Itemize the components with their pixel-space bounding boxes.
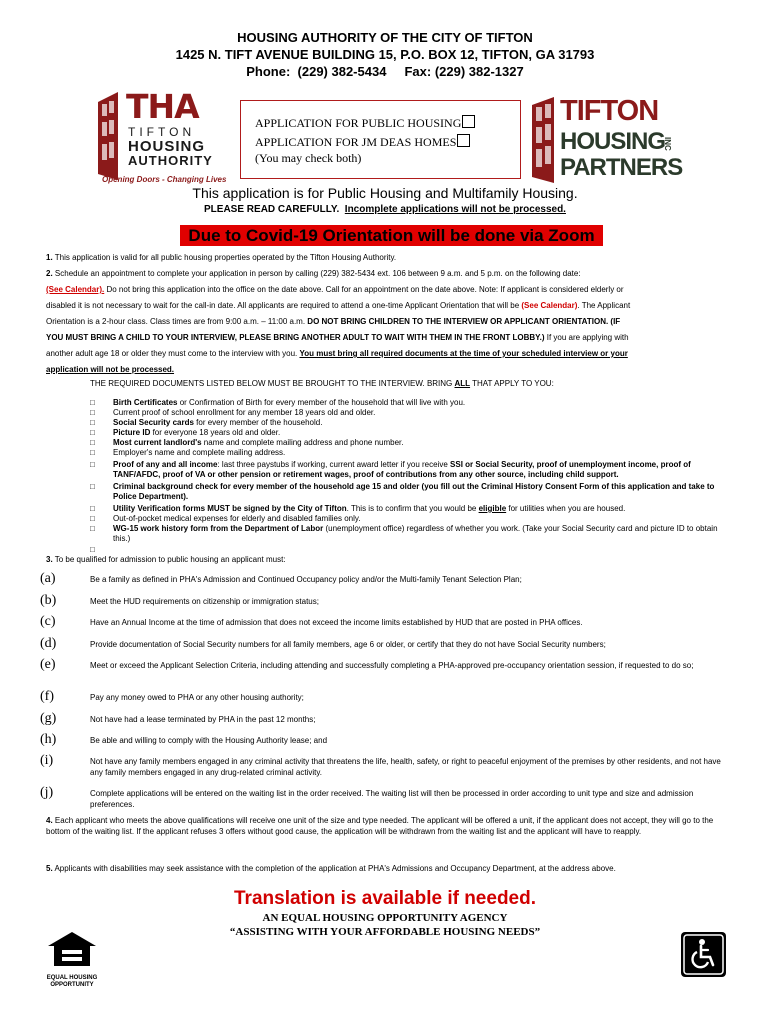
sub-letter: (b) bbox=[40, 593, 57, 608]
item-2-text-a: Schedule an appointment to complete your application in person by calling (229) 382-5434 ext. 106 between 9 a.m. and 5 p.m. on the following date: bbox=[54, 269, 581, 278]
tha-word-housing: HOUSING bbox=[128, 138, 206, 155]
required-docs-all: ALL bbox=[454, 379, 471, 388]
item-2-line-f bbox=[46, 330, 726, 346]
item-2-line-a bbox=[46, 266, 726, 282]
doc-checkbox[interactable]: □ bbox=[90, 460, 95, 469]
sub-letter: (h) bbox=[40, 732, 57, 747]
item-2-text-g: another adult age 18 or older they must come to the interview with you. bbox=[46, 349, 300, 358]
required-docs-intro bbox=[90, 378, 554, 389]
sub-letter: (e) bbox=[40, 657, 56, 672]
sub-item-f: Pay any money owed to PHA or any other housing authority; bbox=[90, 693, 304, 702]
doc-item-medical-text: Out-of-pocket medical expenses for elderly and disabled families only. bbox=[113, 514, 361, 523]
item-2-text-f: If you are applying with bbox=[544, 333, 629, 342]
assisting-line: “ASSISTING WITH YOUR AFFORDABLE HOUSING NEEDS” bbox=[229, 926, 541, 938]
doc-item-criminal bbox=[113, 482, 733, 502]
agency-name: HOUSING AUTHORITY OF THE CITY OF TIFTON bbox=[237, 30, 533, 45]
sub-letter: (j) bbox=[40, 785, 54, 800]
equal-housing-icon bbox=[46, 930, 98, 970]
incomplete-warning: Incomplete applications will not be processed. bbox=[344, 204, 566, 215]
sub-item-e: Meet or exceed the Applicant Selection Criteria, including attending and successfully completing a PHA-approved pre-occupancy orientation session, if requested to do so; bbox=[90, 661, 694, 670]
required-docs-intro-a: THE REQUIRED DOCUMENTS LISTED BELOW MUST BE BROUGHT TO THE INTERVIEW. BRING bbox=[90, 379, 455, 388]
doc-item-birth-bold: Birth Certificates bbox=[113, 398, 178, 407]
read-carefully-line bbox=[0, 203, 770, 216]
application-type-box bbox=[240, 100, 521, 179]
item-4-num: 4. bbox=[46, 816, 53, 825]
doc-item-criminal-bold: Criminal background check for every member of the household age 15 and older (you fill out the Criminal History Consent Form of this application and take to Police Department). bbox=[113, 482, 715, 501]
covid-banner-text: Due to Covid-19 Orientation will be done via Zoom bbox=[188, 226, 595, 245]
sub-item-a: Be a family as defined in PHA's Admission and Continued Occupancy policy and/or the Multi-family Tenant Selection Plan; bbox=[90, 575, 522, 584]
door-icon bbox=[530, 95, 560, 185]
doc-item-medical bbox=[113, 514, 733, 524]
doc-item-school-text: Current proof of school enrollment for any member 18 years old and older. bbox=[113, 408, 376, 417]
agency-address: 1425 N. TIFT AVENUE BUILDING 15, P.O. BOX 12, TIFTON, GA 31793 bbox=[175, 47, 595, 62]
item-2-text-b: Do not bring this application into the office on the date above. Call for an appointment on the date above. Note: If applicant is considered elderly or bbox=[104, 285, 624, 294]
doc-checkbox[interactable]: □ bbox=[90, 418, 95, 427]
doc-item-utility-bold: Utility Verification forms MUST be signed by the City of Tifton bbox=[113, 504, 347, 513]
doc-item-ssn-bold: Social Security cards bbox=[113, 418, 194, 427]
doc-item-birth bbox=[113, 398, 733, 408]
item-3-num: 3. bbox=[46, 555, 53, 564]
read-carefully: PLEASE READ CAREFULLY. bbox=[204, 204, 340, 215]
doc-item-school bbox=[113, 408, 733, 418]
item-4 bbox=[46, 815, 726, 837]
intro-line: This application is for Public Housing and Multifamily Housing. bbox=[192, 185, 578, 201]
partners-suffix: INC bbox=[663, 137, 672, 151]
item-2-text-e-bold: DO NOT BRING CHILDREN TO THE INTERVIEW OR APPLICANT ORIENTATION. (IF bbox=[307, 317, 621, 326]
doc-item-income bbox=[113, 460, 733, 480]
doc-item-ssn-text: for every member of the household. bbox=[193, 418, 323, 427]
doc-item-utility bbox=[113, 504, 733, 514]
sub-letter: (c) bbox=[40, 614, 56, 629]
see-calendar-link[interactable]: (See Calendar). bbox=[46, 285, 105, 294]
doc-item-wg15-bold: WG-15 work history form from the Department of Labor bbox=[113, 524, 324, 533]
doc-item-id-text: for everyone 18 years old and older. bbox=[150, 428, 281, 437]
item-2-line-e bbox=[46, 314, 726, 330]
translation-notice: Translation is available if needed. bbox=[234, 888, 536, 909]
doc-item-employer-text: Employer's name and complete mailing address. bbox=[113, 448, 286, 457]
sub-letter: (i) bbox=[40, 753, 54, 768]
doc-item-wg15 bbox=[113, 524, 733, 544]
sub-item-b: Meet the HUD requirements on citizenship or immigration status; bbox=[90, 597, 319, 606]
sub-item-c: Have an Annual Income at the time of admission that does not exceed the income limits established by HUD that are posted in PHA offices. bbox=[90, 618, 583, 627]
item-5-text: Applicants with disabilities may seek assistance with the completion of the application at PHA's Admissions and Occupancy Department, at the address above. bbox=[54, 864, 616, 873]
option-public-housing bbox=[255, 115, 475, 130]
sub-letter: (f) bbox=[40, 689, 54, 704]
see-calendar-link-2[interactable]: (See Calendar) bbox=[521, 301, 578, 310]
eho-line2: OPPORTUNITY bbox=[50, 982, 94, 988]
item-5 bbox=[46, 863, 726, 874]
sub-item-g: Not have had a lease terminated by PHA in the past 12 months; bbox=[90, 715, 316, 724]
item-3-text: To be qualified for admission to public housing an applicant must: bbox=[54, 555, 286, 564]
tifton-housing-partners-logo bbox=[530, 95, 683, 185]
jm-deas-checkbox[interactable] bbox=[457, 134, 470, 147]
doc-item-income-text: : last three paystubs if working, current award letter if you receive bbox=[217, 460, 451, 469]
sub-letter: (g) bbox=[40, 711, 57, 726]
doc-item-landlord-text: name and complete mailing address and phone number. bbox=[201, 438, 404, 447]
item-2-line-h bbox=[46, 362, 726, 378]
doc-checkbox[interactable]: □ bbox=[90, 398, 95, 407]
public-housing-checkbox[interactable] bbox=[462, 115, 475, 128]
item-1-text: This application is valid for all public housing properties operated by the Tifton Housing Authority. bbox=[54, 253, 397, 262]
item-2-text-c: disabled it is not necessary to wait for the call-in date. All applicants are required to attend a one-time Applicant Orientation that will be bbox=[46, 301, 522, 310]
item-5-num: 5. bbox=[46, 864, 53, 873]
equal-opportunity-line: AN EQUAL HOUSING OPPORTUNITY AGENCY bbox=[262, 912, 508, 924]
item-2-text-d: . The Applicant bbox=[577, 301, 631, 310]
doc-checkbox[interactable]: □ bbox=[90, 428, 95, 437]
sub-item-j: Complete applications will be entered on the waiting list in the order received. The waiting list will then be processed in order according to unit type and size and admission preferences. bbox=[90, 789, 694, 809]
option-jm-deas bbox=[255, 134, 470, 149]
partners-word-tifton: TIFTON bbox=[560, 95, 659, 127]
item-2-text-f-bold: YOU MUST BRING A CHILD TO YOUR INTERVIEW, PLEASE BRING ANOTHER ADULT TO WAIT WITH THEM IN THE FRONT LOBBY.) bbox=[46, 333, 545, 342]
doc-item-utility-eligible: eligible bbox=[478, 504, 507, 513]
tha-logo bbox=[96, 87, 227, 190]
check-both-note: (You may check both) bbox=[255, 151, 362, 165]
doc-item-utility-text2: for utilities when you are housed. bbox=[506, 504, 626, 513]
tha-word-authority: AUTHORITY bbox=[128, 153, 213, 168]
doc-item-id-bold: Picture ID bbox=[113, 428, 151, 437]
item-1 bbox=[46, 250, 726, 266]
agency-phone-fax: Phone: (229) 382-5434 Fax: (229) 382-1327 bbox=[246, 64, 524, 79]
sub-letter: (a) bbox=[40, 571, 56, 586]
sub-item-i: Not have any family members engaged in any criminal activity that threatens the life, health, safety, or right to peaceful enjoyment of the premises by other residents, and not have any family members engaged in any drug-related criminal activity. bbox=[90, 757, 721, 777]
doc-item-ssn bbox=[113, 418, 733, 428]
doc-checkbox[interactable]: □ bbox=[90, 524, 95, 533]
doc-item-id bbox=[113, 428, 733, 438]
item-4-text: Each applicant who meets the above qualifications will receive one unit of the size and type needed. The applicant will be offered a unit, if the applicant does not accept, they will go to the bottom of the waiting list. If the applicant refuses 3 offers without good cause, the application will be withdrawn from the waiting list and the applicant will have to reapply. bbox=[46, 816, 714, 836]
accessibility-logo bbox=[681, 932, 726, 977]
item-2-line-c bbox=[46, 298, 726, 314]
eho-line1: EQUAL HOUSING bbox=[46, 975, 98, 981]
option-jm-deas-label: APPLICATION FOR JM DEAS HOMES bbox=[255, 135, 457, 149]
doc-checkbox[interactable]: □ bbox=[90, 438, 95, 447]
doc-item-landlord bbox=[113, 438, 733, 448]
item-2-line-b bbox=[46, 282, 726, 298]
sub-letter: (d) bbox=[40, 636, 57, 651]
covid-banner bbox=[180, 225, 603, 246]
doc-checkbox[interactable]: □ bbox=[90, 514, 95, 523]
sub-item-h: Be able and willing to comply with the Housing Authority lease; and bbox=[90, 736, 328, 745]
doc-checkbox[interactable]: □ bbox=[90, 545, 95, 554]
equal-housing-logo bbox=[46, 930, 98, 986]
doc-item-income-bold2: SSI or Social Security, proof of unemployment income, proof of TANF/AFDC, proof of VA or other pension or retirement wages, proof of contributions from any other source, including child support. bbox=[113, 460, 691, 479]
tha-word-tifton: TIFTON bbox=[128, 125, 196, 139]
doc-item-employer bbox=[113, 448, 733, 458]
doc-item-income-bold: Proof of any and all income bbox=[113, 460, 218, 469]
tha-letters: THA bbox=[126, 87, 199, 126]
doc-item-wg15-text: (unemployment office) regardless of whether you work. (Take your Social Security card and picture ID to obtain this.) bbox=[113, 524, 718, 543]
doc-item-landlord-bold: Most current landlord's bbox=[113, 438, 202, 447]
item-2-num: 2. bbox=[46, 269, 53, 278]
item-3 bbox=[46, 554, 286, 565]
doc-checkbox[interactable]: □ bbox=[90, 408, 95, 417]
wheelchair-icon bbox=[681, 932, 726, 977]
sub-item-d: Provide documentation of Social Security numbers for all family members, age 6 or older, or certify that they do not have Social Security numbers; bbox=[90, 640, 606, 649]
item-2-line-g bbox=[46, 346, 726, 362]
tha-tagline: Opening Doors - Changing Lives bbox=[102, 175, 227, 184]
partners-word-partners: PARTNERS bbox=[560, 154, 683, 181]
required-docs-intro-b: THAT APPLY TO YOU: bbox=[470, 379, 554, 388]
partners-word-housing: HOUSING bbox=[560, 128, 666, 155]
item-2-text-h-bold: application will not be processed. bbox=[46, 365, 175, 374]
item-2-text-g-bold: You must bring all required documents at the time of your scheduled interview or your bbox=[299, 349, 628, 358]
doc-checkbox[interactable]: □ bbox=[90, 448, 95, 457]
doc-checkbox[interactable]: □ bbox=[90, 482, 95, 491]
item-1-num: 1. bbox=[46, 253, 53, 262]
item-2-text-e: Orientation is a 2-hour class. Class times are from 9:00 a.m. – 11:00 a.m. bbox=[46, 317, 308, 326]
option-public-housing-label: APPLICATION FOR PUBLIC HOUSING bbox=[255, 116, 462, 130]
doc-item-birth-text: or Confirmation of Birth for every member of the household that will live with you. bbox=[177, 398, 466, 407]
doc-checkbox[interactable]: □ bbox=[90, 504, 95, 513]
doc-item-utility-text: . This is to confirm that you would be bbox=[346, 504, 479, 513]
